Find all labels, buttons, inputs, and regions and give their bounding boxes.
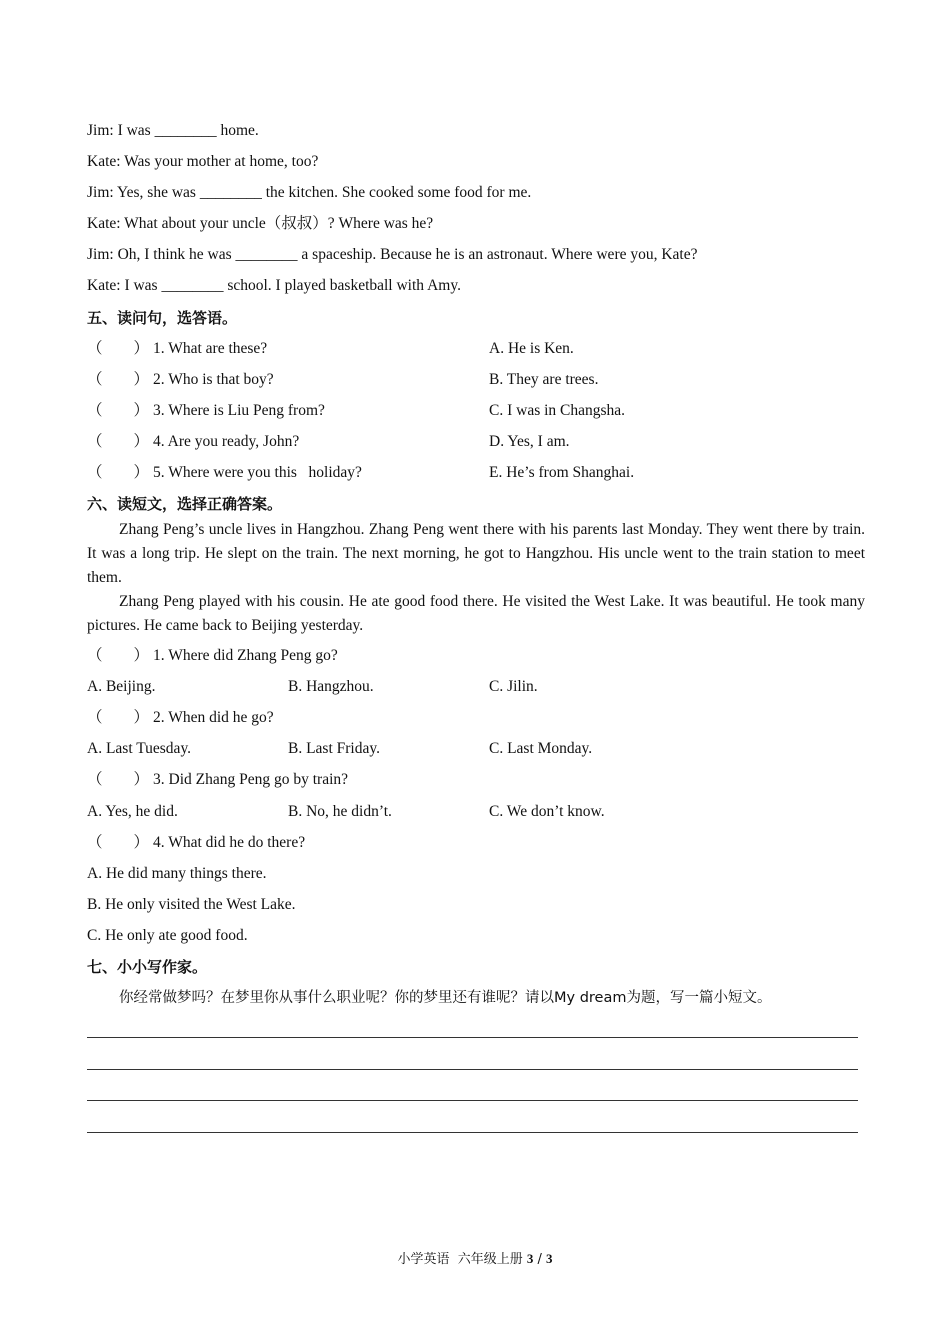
page-footer	[0, 1248, 950, 1267]
answer-paren[interactable]: （ ）	[87, 340, 150, 357]
writing-line-1[interactable]	[87, 1037, 858, 1038]
s5-answer-b: B. They are trees.	[489, 371, 599, 388]
question-text: 3. Where is Liu Peng from?	[153, 402, 325, 419]
s5-answer-d: D. Yes, I am.	[489, 433, 570, 450]
page-separator: /	[533, 1252, 547, 1267]
s6-question-4: （ ） 4. What did he do there?	[87, 834, 306, 851]
reading-paragraph-2: Zhang Peng played with his cousin. He ate good food there. He visited the West Lake. It was beautiful. He took many pictures. He came back to Beijing yesterday.	[87, 593, 865, 634]
dialogue-line-5: Jim: Oh, I think he was ________ a spaceship. Because he is an astronaut. Where were you, Kate?	[87, 246, 698, 263]
dialogue-line-1: Jim: I was ________ home.	[87, 122, 259, 139]
s6-q3-option-a: A. Yes, he did.	[87, 803, 178, 820]
answer-paren[interactable]: （ ）	[87, 709, 150, 726]
s6-question-3: （ ） 3. Did Zhang Peng go by train?	[87, 771, 349, 788]
section-5-title: 五、读问句，选答语。	[87, 309, 238, 327]
answer-paren[interactable]: （ ）	[87, 834, 150, 851]
dialogue-line-4: Kate: What about your uncle（叔叔）? Where was he?	[87, 215, 434, 232]
s6-q1-option-a: A. Beijing.	[87, 678, 156, 695]
writing-line-2[interactable]	[87, 1069, 858, 1070]
s5-question-2	[87, 370, 274, 390]
footer-label: 小学英语 六年级上册	[397, 1252, 527, 1267]
question-text: 4. Are you ready, John?	[153, 433, 300, 450]
answer-paren[interactable]: （ ）	[87, 371, 150, 388]
s5-question-5	[87, 463, 362, 483]
writing-prompt: 你经常做梦吗？在梦里你从事什么职业呢？你的梦里还有谁呢？请以My dream为题，写一篇小短文。	[119, 990, 772, 1006]
s6-question-2: （ ） 2. When did he go?	[87, 709, 274, 726]
page-number: 3	[526, 1251, 534, 1266]
s6-q2-option-b: B. Last Friday.	[288, 740, 380, 757]
answer-paren[interactable]: （ ）	[87, 647, 150, 664]
s5-answer-e: E. He’s from Shanghai.	[489, 464, 635, 481]
answer-paren[interactable]: （ ）	[87, 771, 150, 788]
answer-paren[interactable]: （ ）	[87, 402, 150, 419]
answer-paren[interactable]: （ ）	[87, 464, 150, 481]
question-text: 2. Who is that boy?	[153, 371, 274, 388]
dialogue-line-3: Jim: Yes, she was ________ the kitchen. She cooked some food for me.	[87, 184, 532, 201]
s6-q2-option-c: C. Last Monday.	[489, 740, 593, 757]
s6-q3-option-b: B. No, he didn’t.	[288, 803, 392, 820]
writing-line-4[interactable]	[87, 1132, 858, 1133]
s6-q4-option-a: A. He did many things there.	[87, 865, 267, 882]
answer-paren[interactable]: （ ）	[87, 433, 150, 450]
s6-question-1: （ ） 1. Where did Zhang Peng go?	[87, 647, 338, 664]
s6-q1-option-b: B. Hangzhou.	[288, 678, 374, 695]
s6-q2-option-a: A. Last Tuesday.	[87, 740, 192, 757]
dialogue-line-6: Kate: I was ________ school. I played basketball with Amy.	[87, 277, 461, 294]
page-total: 3	[546, 1251, 553, 1266]
dialogue-line-2: Kate: Was your mother at home, too?	[87, 153, 319, 170]
writing-line-3[interactable]	[87, 1100, 858, 1101]
s5-question-4	[87, 432, 299, 452]
s6-q4-option-b: B. He only visited the West Lake.	[87, 896, 296, 913]
s5-answer-c: C. I was in Changsha.	[489, 402, 626, 419]
s5-question-3	[87, 401, 325, 421]
s5-question-1	[87, 339, 267, 359]
section-7-title: 七、小小写作家。	[87, 958, 208, 976]
question-text: 1. What are these?	[153, 340, 268, 357]
s6-q3-option-c: C. We don’t know.	[489, 803, 605, 820]
section-6-title: 六、读短文，选择正确答案。	[87, 495, 283, 513]
s5-answer-a: A. He is Ken.	[489, 340, 574, 357]
s6-q1-option-c: C. Jilin.	[489, 678, 538, 695]
reading-paragraph-1: Zhang Peng’s uncle lives in Hangzhou. Zhang Peng went there with his parents last Monday. They went there by train. It was a long trip. He slept on the train. The next morning, he got to Hangzhou. His uncle went to the train station to meet them.	[87, 521, 865, 586]
question-text: 5. Where were you this holiday?	[153, 464, 362, 481]
s6-q4-option-c: C. He only ate good food.	[87, 927, 248, 944]
